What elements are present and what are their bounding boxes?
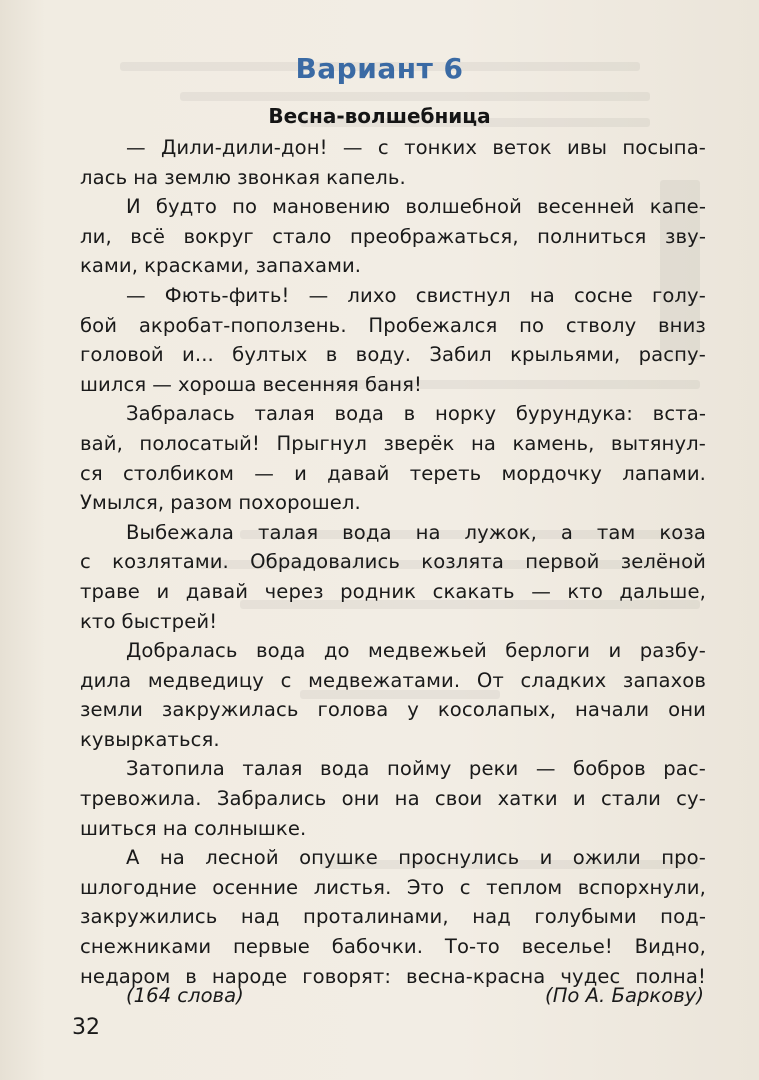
text-line: дила медведицу с медвежатами. От сладких запахов: [80, 668, 706, 692]
text-line: земли закружилась голова у косолапых, начали они: [80, 698, 706, 722]
text-line: головой и... бултых в воду. Забил крыльями, распу-: [80, 343, 706, 367]
text-line: вай, полосатый! Прыгнул зверёк на камень, вытянул-: [80, 431, 706, 455]
text-line: Забралась талая вода в норку бурундука: вста-: [126, 402, 706, 426]
text-line: снежниками первые бабочки. То-то веселье! Видно,: [80, 935, 706, 959]
text-line: шился — хороша весенняя баня!: [80, 372, 422, 396]
text-line: ками, красками, запахами.: [80, 254, 362, 278]
text-line: бой акробат-поползень. Пробежался по стволу вниз: [80, 313, 706, 337]
text-line: И будто по мановению волшебной весенней капе-: [126, 195, 706, 219]
word-count: (164 слова): [126, 984, 244, 1007]
author-credit: (По А. Баркову): [545, 984, 704, 1007]
text-line: кто быстрей!: [80, 609, 218, 633]
text-line: Добралась вода до медвежьей берлоги и разбу-: [126, 639, 706, 663]
story-title: Весна-волшебница: [268, 104, 491, 128]
text-line: шиться на солнышке.: [80, 816, 307, 840]
text-line: шлогодние осенние листья. Это с теплом вспорхнули,: [80, 875, 706, 899]
story-footer: [80, 981, 706, 1011]
text-line: — Дили-дили-дон! — с тонких веток ивы посыпа-: [126, 136, 706, 159]
text-line: ся столбиком — и давай тереть мордочку лапами.: [80, 461, 706, 485]
text-line: кувыркаться.: [80, 727, 220, 751]
text-line: Затопила талая вода пойму реки — бобров рас-: [126, 757, 706, 781]
text-line: Умылся, разом похорошел.: [80, 491, 361, 515]
page-number: 32: [72, 1015, 100, 1040]
text-line: Выбежала талая вода на лужок, а там коза: [126, 520, 706, 544]
text-line: недаром в народе говорят: весна-красна чудес полна!: [80, 964, 706, 988]
text-line: лась на землю звонкая капель.: [80, 165, 406, 189]
story-text: [80, 133, 706, 991]
text-line: тревожила. Забрались они на свои хатки и стали су-: [80, 787, 706, 811]
variant-heading: Вариант 6: [295, 52, 464, 85]
text-line: с козлятами. Обрадовались козлята первой зелёной: [80, 550, 706, 574]
text-line: А на лесной опушке проснулись и ожили про-: [126, 846, 706, 870]
text-line: ли, всё вокруг стало преображаться, полниться зву-: [80, 224, 706, 248]
text-line: траве и давай через родник скакать — кто дальше,: [80, 579, 706, 603]
text-line: закружились над проталинами, над голубыми под-: [80, 905, 706, 929]
text-line: — Фють-фить! — лихо свистнул на сосне голу-: [126, 283, 706, 307]
